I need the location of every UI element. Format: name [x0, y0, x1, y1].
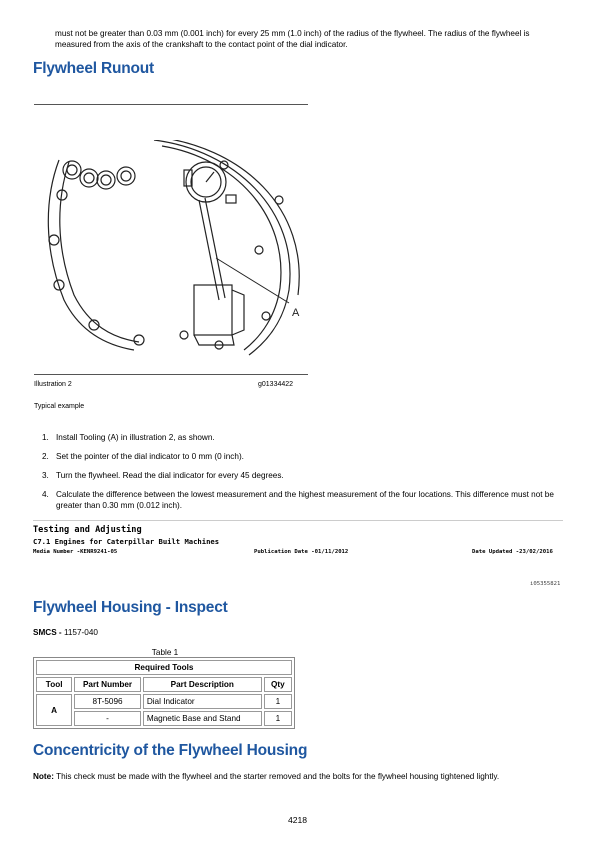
smcs-value: 1157-040	[63, 628, 98, 637]
media-number: Media Number -KENR9241-05	[33, 549, 118, 555]
part-number-cell: 8T-5096	[74, 694, 141, 709]
smcs-line	[33, 627, 98, 638]
step-number: 1.	[42, 433, 49, 442]
section-heading-concentricity: Concentricity of the Flywheel Housing	[33, 742, 308, 759]
table-title: Required Tools	[36, 660, 292, 675]
illustration-label: Illustration 2	[34, 381, 72, 388]
step-text: Turn the flywheel. Read the dial indicator for every 45 degrees.	[56, 471, 284, 480]
step-number: 4.	[42, 490, 49, 499]
section-heading-housing-inspect: Flywheel Housing - Inspect	[33, 599, 228, 616]
step-number: 2.	[42, 452, 49, 461]
step-text: Calculate the difference between the lowest measurement and the highest measurement of the four locations. This difference must not be greater than 0.30 mm (0.012 inch).	[56, 490, 554, 510]
doc-id: i05355821	[530, 581, 561, 587]
illustration-top-rule	[34, 104, 308, 105]
qty-cell: 1	[264, 694, 292, 709]
part-description-cell: Magnetic Base and Stand	[143, 711, 262, 726]
note-paragraph	[33, 771, 563, 782]
section-heading-flywheel-runout: Flywheel Runout	[33, 60, 155, 77]
part-description-cell: Dial Indicator	[143, 694, 262, 709]
qty-cell: 1	[264, 711, 292, 726]
illustration-bottom-rule	[34, 374, 308, 375]
tool-group-cell: A	[36, 694, 72, 726]
note-text: This check must be made with the flywheel and the starter removed and the bolts for the flywheel housing tightened lightly.	[56, 772, 500, 781]
table-row	[36, 694, 292, 709]
illustration-code: g01334422	[258, 381, 294, 388]
table-header-tool: Tool	[36, 677, 72, 692]
required-tools-table	[33, 657, 295, 729]
table-header-part-description: Part Description	[143, 677, 262, 692]
page-number: 4218	[287, 815, 308, 825]
intro-paragraph: must not be greater than 0.03 mm (0.001 inch) for every 25 mm (1.0 inch) of the radius of the flywheel. The radius of the flywheel is measured from the axis of the crankshaft to the contact point of the dial indicator.	[55, 29, 530, 49]
publication-date: Publication Date -01/11/2012	[254, 549, 349, 555]
table-caption: Table 1	[151, 648, 179, 657]
doc-subtitle: C7.1 Engines for Caterpillar Built Machines	[33, 537, 220, 546]
smcs-label: SMCS -	[33, 628, 62, 637]
doc-title: Testing and Adjusting	[33, 525, 142, 535]
step-number: 3.	[42, 471, 49, 480]
table-header-part-number: Part Number	[74, 677, 141, 692]
note-label: Note:	[33, 772, 54, 781]
meta-divider	[33, 520, 563, 521]
step-text: Install Tooling (A) in illustration 2, as shown.	[56, 433, 215, 442]
table-row	[36, 711, 292, 726]
table-header-qty: Qty	[264, 677, 292, 692]
flywheel-runout-illustration	[34, 140, 308, 360]
callout-a: A	[292, 307, 300, 319]
step-text: Set the pointer of the dial indicator to 0 mm (0 inch).	[56, 452, 244, 461]
illustration-caption: Typical example	[34, 403, 85, 410]
date-updated: Date Updated -23/02/2016	[472, 549, 553, 555]
part-number-cell: -	[74, 711, 141, 726]
